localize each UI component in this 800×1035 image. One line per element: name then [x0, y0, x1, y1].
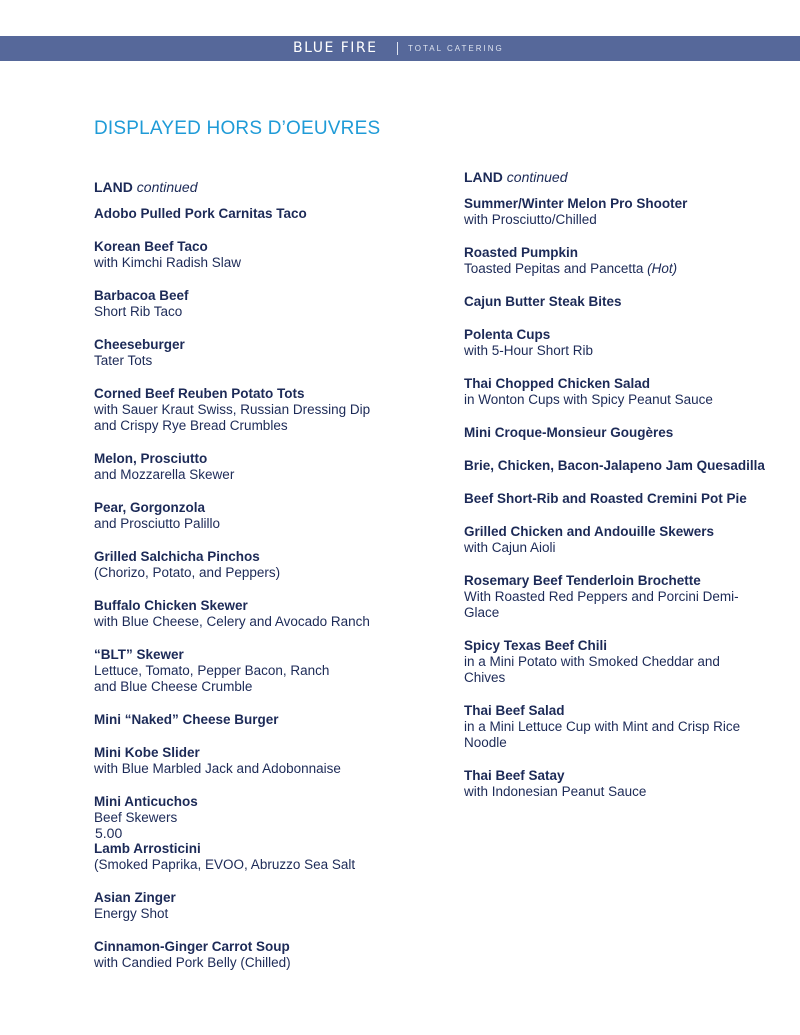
item-name: Korean Beef Taco — [94, 239, 208, 254]
menu-item — [94, 206, 424, 222]
item-description: and Prosciutto Palillo — [94, 516, 221, 531]
item-name: Roasted Pumpkin — [464, 245, 579, 260]
menu-item — [94, 939, 424, 971]
item-description-line-2: Chives — [464, 670, 506, 685]
item-name: Cheeseburger — [94, 337, 185, 352]
page-title: DISPLAYED HORS D’OEUVRES — [94, 118, 381, 139]
header-bar — [0, 36, 800, 61]
menu-item — [464, 703, 794, 751]
item-name: Grilled Chicken and Andouille Skewers — [464, 524, 715, 539]
menu-item — [94, 288, 424, 320]
section-suffix: continued — [136, 179, 198, 195]
item-name: Mini Kobe Slider — [94, 745, 200, 760]
item-name: Asian Zinger — [94, 890, 176, 905]
item-description: and Mozzarella Skewer — [94, 467, 235, 482]
item-name: Cajun Butter Steak Bites — [464, 294, 622, 309]
item-description: Energy Shot — [94, 906, 169, 921]
item-description-text: Toasted Pepitas and Pancetta — [464, 261, 644, 276]
item-name: Summer/Winter Melon Pro Shooter — [464, 196, 688, 211]
section-heading — [464, 169, 794, 185]
item-description: with 5-Hour Short Rib — [464, 343, 594, 358]
menu-item — [464, 573, 794, 621]
menu-item — [464, 376, 794, 408]
menu-item — [94, 598, 424, 630]
item-description: in Wonton Cups with Spicy Peanut Sauce — [464, 392, 713, 407]
menu-item — [464, 294, 794, 310]
menu-item — [464, 245, 794, 277]
item-description: in a Mini Lettuce Cup with Mint and Crisp Rice — [464, 719, 741, 734]
item-description: with Cajun Aioli — [464, 540, 556, 555]
item-description-line-2: and Blue Cheese Crumble — [94, 679, 253, 694]
item-name: Barbacoa Beef — [94, 288, 189, 303]
section-heading — [94, 179, 424, 195]
item-name: Brie, Chicken, Bacon-Jalapeno Jam Quesadilla — [464, 458, 765, 473]
right-menu-column — [464, 169, 794, 817]
item-name: Thai Beef Salad — [464, 703, 565, 718]
item-name: Rosemary Beef Tenderloin Brochette — [464, 573, 701, 588]
item-description: with Sauer Kraut Swiss, Russian Dressing Dip — [94, 402, 371, 417]
menu-item — [94, 890, 424, 922]
item-description: with Kimchi Radish Slaw — [94, 255, 242, 270]
item-description: Beef Skewers — [94, 810, 178, 825]
menu-item — [94, 500, 424, 532]
brand-tagline: TOTAL CATERING — [408, 44, 504, 53]
menu-item — [464, 196, 794, 228]
section-label: LAND — [464, 169, 503, 185]
item-description: with Blue Marbled Jack and Adobonnaise — [94, 761, 341, 776]
item-name: Thai Beef Satay — [464, 768, 565, 783]
item-name: Melon, Prosciutto — [94, 451, 208, 466]
section-label: LAND — [94, 179, 133, 195]
menu-item — [464, 491, 794, 507]
menu-item — [94, 647, 424, 695]
menu-item — [464, 425, 794, 441]
item-name: Thai Chopped Chicken Salad — [464, 376, 651, 391]
menu-item — [94, 712, 424, 728]
item-description: in a Mini Potato with Smoked Cheddar and — [464, 654, 720, 669]
item-name: Beef Short-Rib and Roasted Cremini Pot Pie — [464, 491, 747, 506]
menu-item — [94, 337, 424, 369]
item-name: Adobo Pulled Pork Carnitas Taco — [94, 206, 307, 221]
menu-item — [94, 841, 424, 873]
item-description-line-2: and Crispy Rye Bread Crumbles — [94, 418, 288, 433]
item-description-note: (Hot) — [647, 261, 678, 276]
item-name: Cinnamon-Ginger Carrot Soup — [94, 939, 290, 954]
item-name: “BLT” Skewer — [94, 647, 184, 662]
item-price: 5.00 — [95, 825, 123, 841]
menu-item — [94, 451, 424, 483]
item-description-line-2: Noodle — [464, 735, 507, 750]
item-name: Mini Anticuchos — [94, 794, 198, 809]
item-description: Lettuce, Tomato, Pepper Bacon, Ranch — [94, 663, 330, 678]
item-name: Mini “Naked” Cheese Burger — [94, 712, 279, 727]
menu-item — [464, 327, 794, 359]
item-name: Lamb Arrosticini — [94, 841, 201, 856]
item-description: (Smoked Paprika, EVOO, Abruzzo Sea Salt — [94, 857, 356, 872]
section-suffix: continued — [506, 169, 568, 185]
brand-divider — [397, 42, 398, 55]
menu-item — [94, 794, 424, 841]
menu-item — [94, 549, 424, 581]
item-description: (Chorizo, Potato, and Peppers) — [94, 565, 281, 580]
menu-item — [464, 458, 794, 474]
brand-name: BLUE FIRE — [293, 40, 378, 56]
item-description: with Indonesian Peanut Sauce — [464, 784, 647, 799]
menu-item — [464, 638, 794, 686]
menu-item — [94, 745, 424, 777]
item-description: with Candied Pork Belly (Chilled) — [94, 955, 291, 970]
item-name: Buffalo Chicken Skewer — [94, 598, 248, 613]
left-menu-column — [94, 179, 424, 988]
item-name: Corned Beef Reuben Potato Tots — [94, 386, 305, 401]
item-name: Spicy Texas Beef Chili — [464, 638, 608, 653]
item-name: Grilled Salchicha Pinchos — [94, 549, 260, 564]
item-description: With Roasted Red Peppers and Porcini Demi- — [464, 589, 739, 604]
item-description — [464, 261, 794, 277]
item-description-line-2: Glace — [464, 605, 500, 620]
item-name: Pear, Gorgonzola — [94, 500, 206, 515]
menu-item — [464, 768, 794, 800]
menu-item — [94, 239, 424, 271]
menu-item — [94, 386, 424, 434]
item-description: Short Rib Taco — [94, 304, 183, 319]
item-name: Mini Croque-Monsieur Gougères — [464, 425, 674, 440]
item-description: with Blue Cheese, Celery and Avocado Ranch — [94, 614, 370, 629]
item-name: Polenta Cups — [464, 327, 551, 342]
menu-item — [464, 524, 794, 556]
item-description: Tater Tots — [94, 353, 153, 368]
item-description: with Prosciutto/Chilled — [464, 212, 597, 227]
